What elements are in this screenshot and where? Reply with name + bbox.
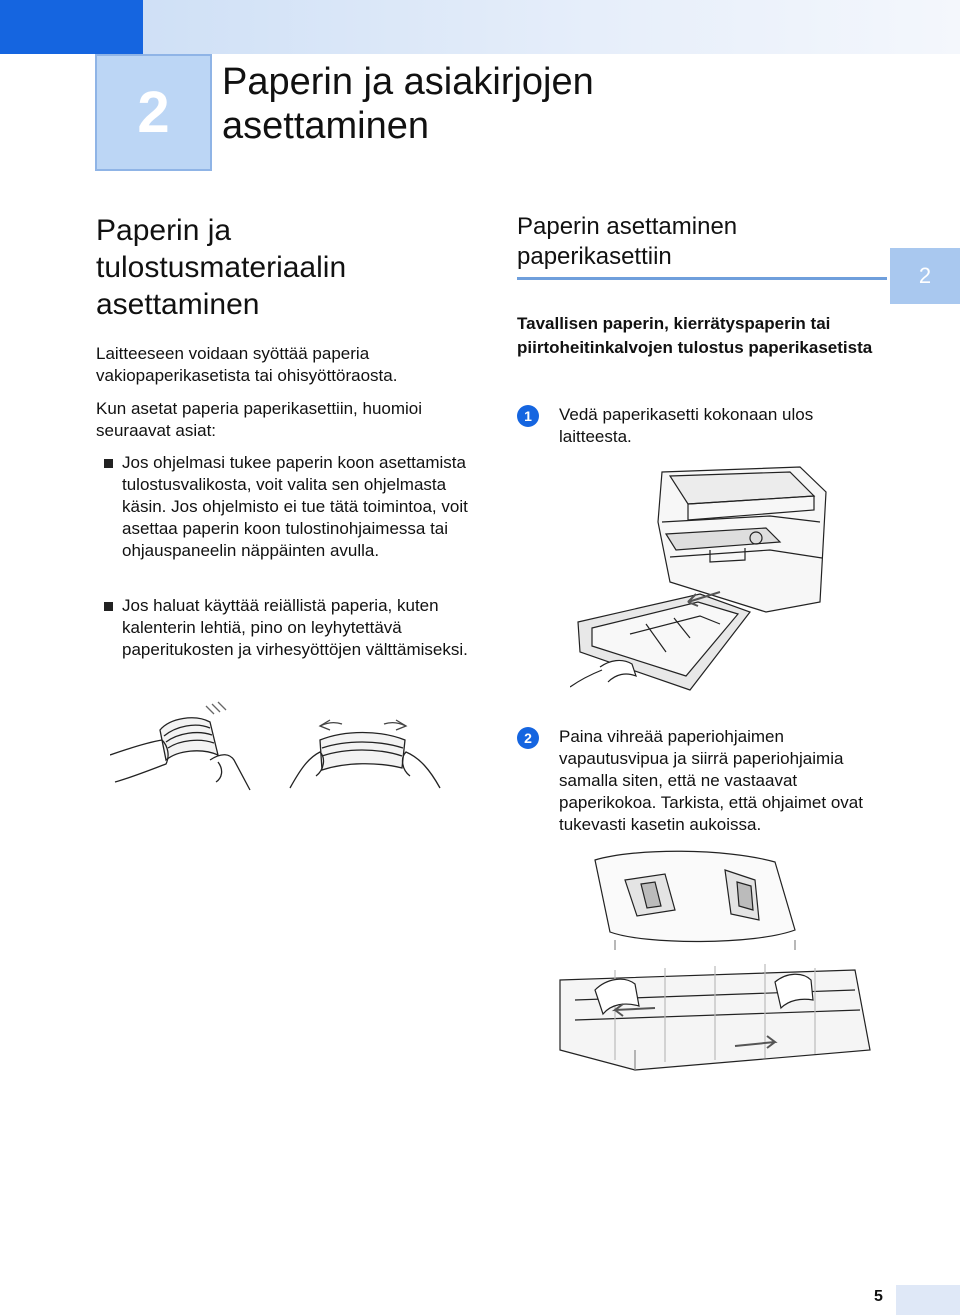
step-number-badge: 1 bbox=[517, 405, 539, 427]
notes-paragraph: Kun asetat paperia paperikasettiin, huomioi seuraavat asiat: bbox=[96, 399, 423, 440]
chapter-number-box bbox=[95, 54, 212, 171]
bullet-item-paper-size bbox=[104, 452, 484, 562]
step-1 bbox=[517, 404, 877, 448]
right-heading bbox=[517, 212, 737, 272]
step-text: Paina vihreää paperiohjaimen vapautusvipua ja siirrä paperiohjaimia samalla siten, että ne vastaavat paperikokoa. Tarkista, että ohjaimet ovat tukevasti kasetin aukoissa. bbox=[559, 727, 863, 834]
bullet-text: Jos haluat käyttää reiällistä paperia, kuten kalenterin lehtiä, pino on leyhytettävä paperitukosten ja virhesyöttöjen välttämiseksi. bbox=[122, 596, 468, 659]
intro-paragraph: Laitteeseen voidaan syöttää paperia vakiopaperikasetista tai ohisyöttöraosta. bbox=[96, 344, 398, 385]
chapter-number: 2 bbox=[137, 80, 170, 145]
chapter-title-line2: asettaminen bbox=[222, 105, 430, 147]
page-number-box bbox=[896, 1285, 960, 1315]
chapter-title bbox=[222, 60, 594, 148]
fanning-paper-illustration bbox=[110, 700, 450, 795]
left-heading-line3: asettaminen bbox=[96, 288, 260, 321]
page-number: 5 bbox=[874, 1288, 883, 1305]
step-text: Vedä paperikasetti kokonaan ulos laitteesta. bbox=[559, 405, 814, 446]
subheading: Tavallisen paperin, kierrätyspaperin tai piirtoheitinkalvojen tulostus paperikasetista bbox=[517, 314, 873, 357]
header-gradient-bar bbox=[143, 0, 960, 54]
left-heading-line1: Paperin ja bbox=[96, 214, 232, 247]
paper-guide-illustration bbox=[555, 850, 875, 1080]
right-heading-line1: Paperin asettaminen bbox=[517, 213, 738, 240]
chapter-title-line1: Paperin ja asiakirjojen bbox=[222, 61, 594, 103]
step-2 bbox=[517, 726, 877, 836]
bullet-square-icon bbox=[104, 459, 113, 468]
printer-tray-illustration bbox=[570, 462, 840, 694]
heading-rule bbox=[517, 277, 887, 280]
left-heading-line2: tulostusmateriaalin bbox=[96, 251, 347, 284]
bullet-square-icon bbox=[104, 602, 113, 611]
chapter-side-tab bbox=[890, 248, 960, 304]
step-number-badge: 2 bbox=[517, 727, 539, 749]
right-heading-line2: paperikasettiin bbox=[517, 243, 672, 270]
header-accent-block bbox=[0, 0, 143, 54]
bullet-item-punched-paper bbox=[104, 595, 484, 661]
bullet-text: Jos ohjelmasi tukee paperin koon asettamista tulostusvalikosta, voit valita sen ohjelmasta käsin. Jos ohjelmisto ei tue tätä toimintoa, voit asettaa paperin koon tulostinohjaimessa tai ohjauspaneelin näppäinten avulla. bbox=[122, 453, 468, 560]
side-tab-number: 2 bbox=[918, 263, 932, 288]
left-heading bbox=[96, 212, 346, 323]
